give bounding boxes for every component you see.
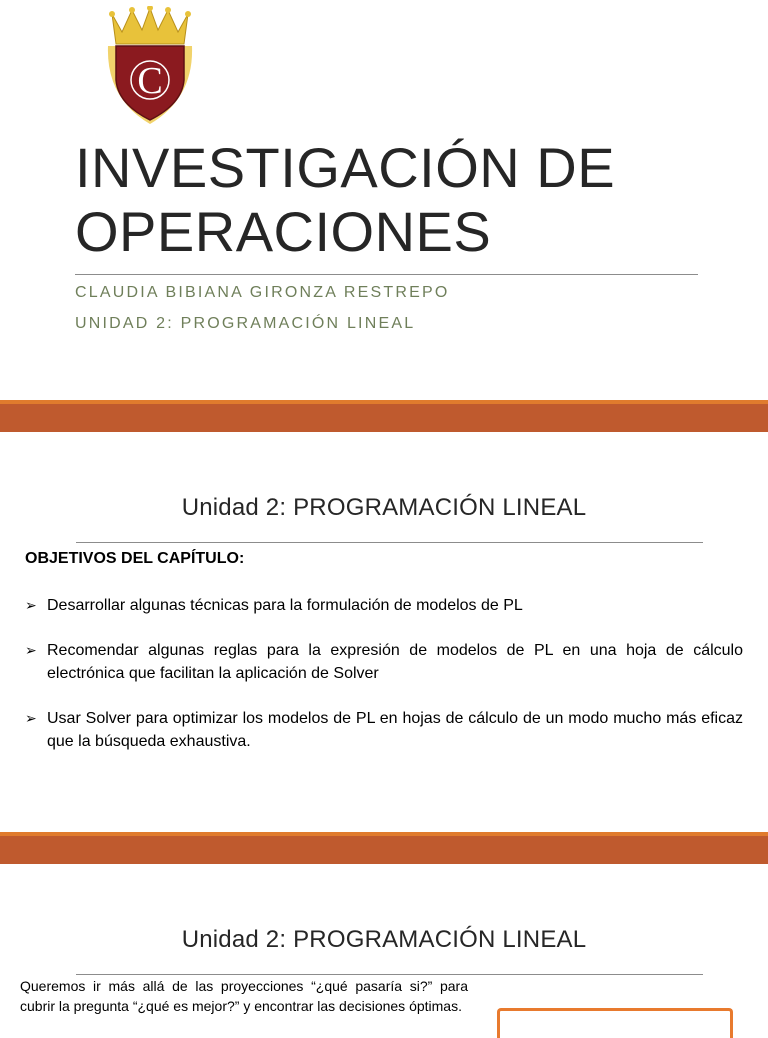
image-frame [497,1008,733,1038]
crest-logo [102,6,198,128]
slide-title: Unidad 2: PROGRAMACIÓN LINEAL [181,926,587,953]
list-item: ➢ Desarrollar algunas técnicas para la formulación de modelos de PL [25,594,743,617]
unit-subtitle: UNIDAD 2: PROGRAMACIÓN LINEAL [75,315,416,332]
page-title: INVESTIGACIÓN DE OPERACIONES [75,136,616,263]
intro-slide [0,864,768,1024]
arrow-bullet-icon: ➢ [25,710,37,726]
svg-text:C: C [137,60,163,102]
author-name: CLAUDIA BIBIANA GIRONZA RESTREPO [75,284,450,301]
arrow-bullet-icon: ➢ [25,642,37,658]
slide-title: Unidad 2: PROGRAMACIÓN LINEAL [181,494,587,521]
slide-separator [0,400,768,432]
arrow-bullet-icon: ➢ [25,597,37,613]
objectives-slide [0,432,768,832]
title-divider [75,274,698,275]
slide-separator [0,832,768,864]
intro-paragraph: Queremos ir más allá de las proyecciones “¿qué pasaría si?” para cubrir la pregunta “¿qué es mejor?” y encontrar las decisiones óptimas. [20,978,468,1014]
title-slide [0,0,768,400]
list-item: ➢ Usar Solver para optimizar los modelos de PL en hojas de cálculo de un modo mucho más eficaz que la búsqueda exhaustiva. [25,707,743,753]
objectives-list [25,594,743,775]
list-item: ➢ Recomendar algunas reglas para la expresión de modelos de PL en una hoja de cálculo electrónica que facilitan la aplicación de Solver [25,639,743,685]
title-divider [76,542,703,543]
title-divider [76,974,703,975]
objectives-heading: OBJETIVOS DEL CAPÍTULO: [25,550,245,567]
